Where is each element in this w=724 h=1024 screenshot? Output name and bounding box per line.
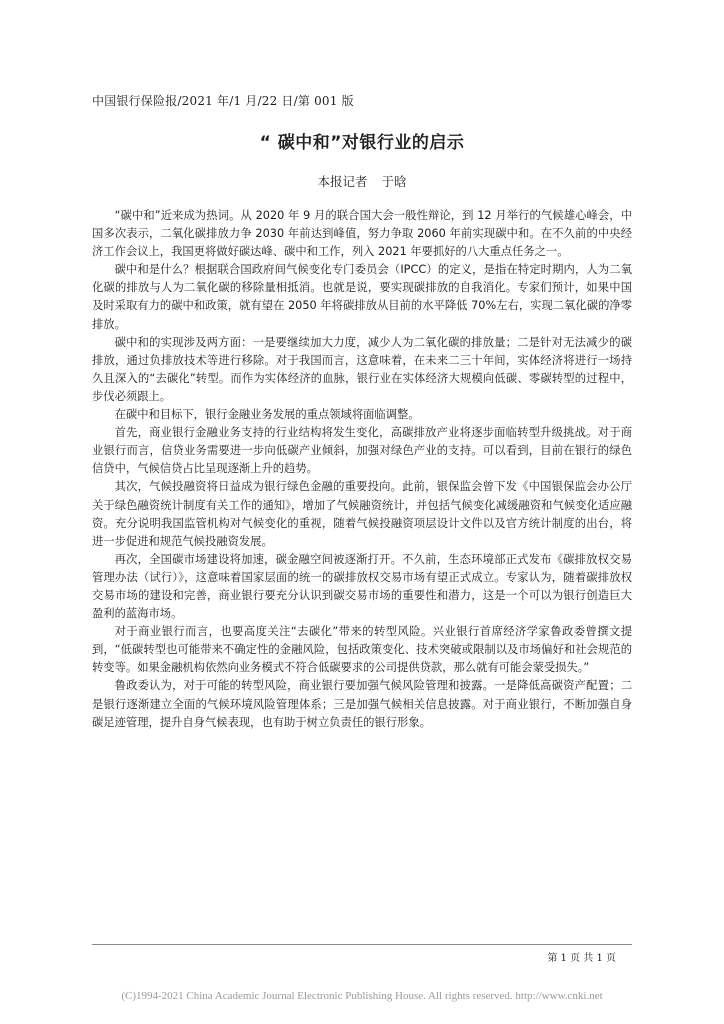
source-line: 中国银行保险报/2021 年/1 月/22 日/第 001 版: [92, 94, 354, 108]
article-body: [92, 207, 632, 732]
paragraph: 在碳中和目标下，银行金融业务发展的重点领域将面临调整。: [114, 408, 420, 422]
paragraph: 鲁政委认为，对于可能的转型风险，商业银行要加强气候风险管理和披露。一是降低高碳资产配置；二是银行逐渐建立全面的气候环境风险管理体系；三是加强气候相关信息披露。对于商业银行，不断加强自身碳足迹管理，提升自身气候表现，也有助于树立负责任的银行形象。: [92, 679, 632, 729]
paragraph: 碳中和的实现涉及两方面：一是要继续加大力度，减少人为二氧化碳的排放量；二是针对无法减少的碳排放，通过负排放技术等进行移除。对于我国而言，这意味着，在未来二三十年间，实体经济将进行一场持久且深入的“去碳化”转型。而作为实体经济的血脉，银行业在实体经济大规模向低碳、零碳转型的过程中，步伐必须跟上。: [92, 335, 632, 403]
paragraph: “碳中和”近来成为热词。从 2020 年 9 月的联合国大会一般性辩论，到 12 月举行的气候雄心峰会，中国多次表示，二氧化碳排放力争 2030 年前达到峰值，努力争取 2060 年前实现碳中和。在不久前的中央经济工作会议上，我国更将做好碳达峰、碳中和工作，列入 2021 年要抓好的八大重点任务之一。: [92, 209, 632, 259]
paragraph: 碳中和是什么？根据联合国政府间气候变化专门委员会（IPCC）的定义，是指在特定时期内，人为二氧化碳的排放与人为二氧化碳的移除量相抵消。也就是说，要实现碳排放的自我消化。专家们预计，如果中国及时采取有力的碳中和政策，就有望在 2050 年将碳排放从目前的水平降低 70%左右，实现二氧化碳的净零排放。: [92, 263, 632, 331]
byline: [0, 172, 724, 190]
paragraph: 其次，气候投融资将日益成为银行绿色金融的重要投向。此前，银保监会曾下发《中国银保监会办公厅关于绿色融资统计制度有关工作的通知》，增加了气候融资统计，并包括气候变化减缓融资和气候变化适应融资。充分说明我国监管机构对气候变化的重视，随着气候投融资项层设计文件以及官方统计制度的出台，将进一步促进和规范气候投融资发展。: [92, 480, 632, 548]
article-title: “ 碳中和”对银行业的启示: [259, 133, 465, 153]
paragraph: 对于商业银行而言，也要高度关注“去碳化”带来的转型风险。兴业银行首席经济学家鲁政委曾撰文提到，“低碳转型也可能带来不确定性的金融风险，包括政策变化、技术突破或限制以及市场偏好和社会规范的转变等。如果金融机构依然向业务模式不符合低碳要求的公司提供贷款，那么就有可能会蒙受损失。”: [92, 625, 632, 675]
byline-role: 本报记者: [317, 174, 368, 189]
copyright-watermark: (C)1994-2021 China Academic Journal Electronic Publishing House. All rights reserved. http://www.cnki.net: [121, 990, 603, 1002]
footer-divider: [92, 944, 632, 945]
byline-author: 于晗: [381, 174, 407, 189]
paragraph: 再次，全国碳市场建设将加速，碳金融空间被逐渐打开。不久前，生态环境部正式发布《碳排放权交易管理办法（试行）》，这意味着国家层面的统一的碳排放权交易市场有望正式成立。专家认为，随着碳排放权交易市场的建设和完善，商业银行要充分认识到碳交易市场的重要性和潜力，这是一个可以为银行创造巨大盈利的蓝海市场。: [92, 552, 632, 621]
page-number: 第 1 页 共 1 页: [547, 953, 616, 964]
paragraph: 首先，商业银行金融业务支持的行业结构将发生变化，高碳排放产业将逐步面临转型升级挑战。对于商业银行而言，信贷业务需要进一步向低碳产业倾斜，加强对绿色产业的支持。可以看到，目前在银行的绿色信贷中，气候信贷占比呈现逐渐上升的趋势。: [92, 426, 632, 476]
